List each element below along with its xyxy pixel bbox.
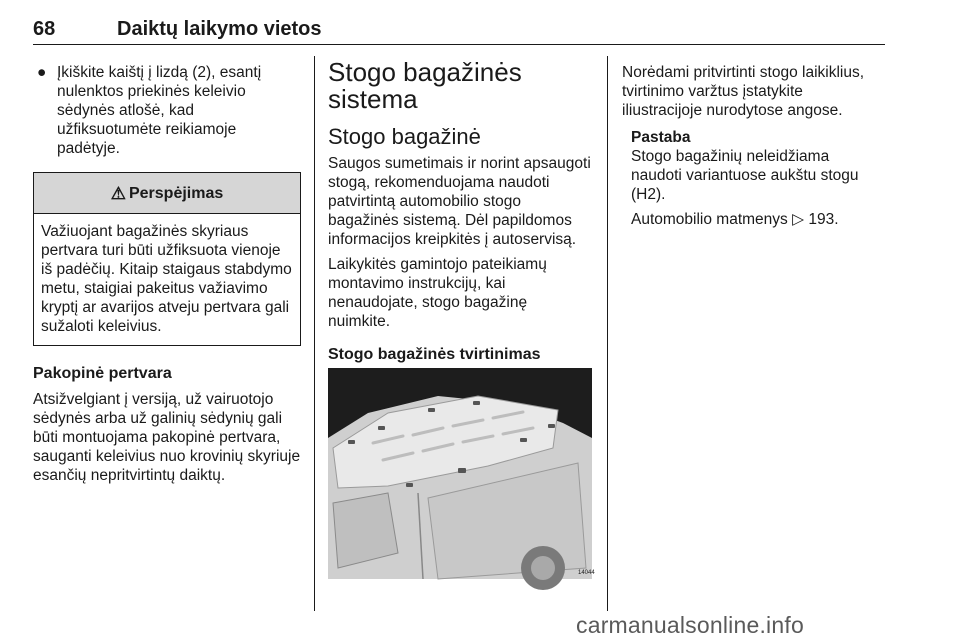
section-heading: Pakopinė pertvara: [33, 365, 172, 382]
bullet-icon: ●: [37, 64, 47, 81]
column-divider: [314, 56, 315, 611]
reference-page: 193.: [808, 211, 839, 228]
section-text: Atsižvelgiant į versiją, už vairuotojo sėdynės arba už galinių sėdynių gali būti montuojama pakopinė pertvara, sauganti keleivius nuo krovinių skyriuje esančių nepritvirtintų daiktų.: [33, 391, 301, 484]
page-number: 68: [33, 18, 56, 40]
paragraph: Saugos sumetimais ir norint apsaugoti stogą, rekomenduojama naudoti patvirtintą automobilio stogo bagažinės sistemą. Dėl papildomos informacijos kreipkitės į autoservisą.: [328, 155, 591, 248]
page-title: Daiktų laikymo vietos: [117, 18, 322, 40]
reference-text: Automobilio matmenys: [631, 211, 788, 228]
warning-triangle-icon: ⚠: [110, 183, 126, 203]
reference-arrow-icon: ▷: [792, 211, 805, 228]
column-left: [33, 63, 301, 491]
roof-rack-illustration: [328, 368, 595, 579]
figure-code: 14044: [578, 570, 595, 576]
bullet-text: Įkiškite kaištį į lizdą (2), esantį nulenktos priekinės keleivio sėdynės atlošė, kad užfiksuotumėte reikiamoje padėtyje.: [57, 64, 262, 157]
list-item: [33, 63, 301, 158]
section-heading: Stogo bagažinės tvirtinimas: [328, 346, 541, 363]
main-heading: Stogo bagažinės sistema: [328, 57, 522, 114]
note-text: Stogo bagažinių neleidžiama naudoti variantuose aukštu stogu (H2).: [631, 148, 859, 203]
note-box: [622, 128, 884, 229]
warning-header: [34, 173, 300, 214]
paragraph: Laikykitės gamintojo pateikiamų montavimo instrukcijų, kai nenaudojate, stogo bagažinę nuimkite.: [328, 256, 547, 330]
watermark: carmanualsonline.info: [576, 612, 804, 638]
column-right: [622, 63, 884, 235]
subheading: Stogo bagažinė: [328, 124, 481, 149]
warning-box: [33, 172, 301, 346]
paragraph: Norėdami pritvirtinti stogo laikiklius, tvirtinimo varžtus įstatykite iliustracijoje nurodytose angose.: [622, 64, 865, 119]
warning-title: Perspėjimas: [128, 184, 224, 202]
warning-text: Važiuojant bagažinės skyriaus pertvara turi būti užfiksuota vienoje iš padėčių. Kitaip staigaus stabdymo metu, staigiai pakeitus važiavimo kryptį ar avarijos atveju pertvara gali sužaloti keleivius.: [41, 223, 292, 335]
column-middle: [328, 57, 593, 371]
note-title: Pastaba: [631, 129, 691, 146]
page-header: [33, 10, 885, 45]
cross-reference: [631, 210, 884, 229]
column-divider: [607, 56, 608, 611]
